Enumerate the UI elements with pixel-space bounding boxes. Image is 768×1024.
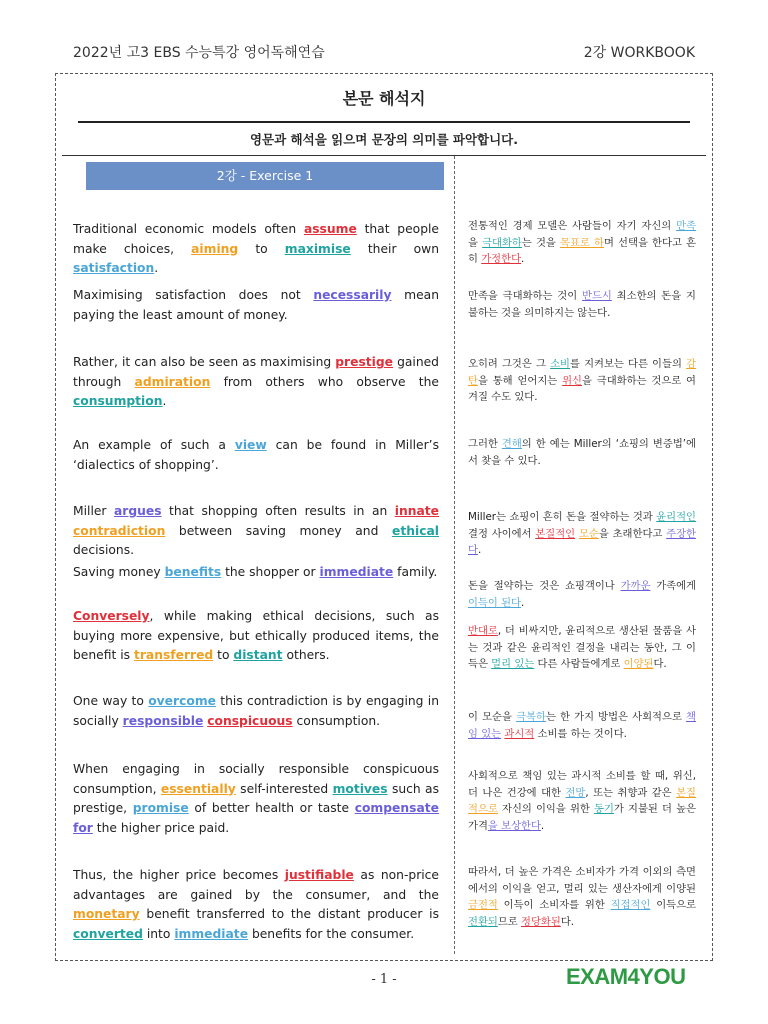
text-run: . (477, 544, 482, 556)
highlighted-word: innate (394, 504, 439, 518)
english-sentence-2 (73, 286, 439, 325)
korean-translation-4 (468, 436, 696, 469)
highlighted-word: converted (73, 926, 143, 941)
text-run: from others who observe the (210, 374, 439, 389)
text-run: When engaging in socially responsible conspicuous consumption, (73, 762, 439, 796)
text-run: 는 것을 (521, 236, 561, 249)
page-subtitle: 영문과 해석을 읽으며 문장의 의미를 파악합니다. (249, 132, 518, 147)
english-sentence-6 (73, 563, 439, 583)
column-divider (454, 156, 455, 954)
text-run: that shopping often results in an (161, 504, 395, 518)
highlighted-word: 동기 (594, 803, 614, 815)
text-run: benefit transferred to the distant producer is (139, 907, 439, 921)
korean-translation-2 (468, 288, 696, 321)
text-run: Rather, it can also be seen as maximising (73, 355, 336, 369)
text-run: family. (393, 565, 438, 579)
header-book-title: 2022년 고3 EBS 수능특강 영어독해연습 (73, 45, 325, 61)
text-run: 자신의 이익을 위한 (497, 803, 595, 815)
highlighted-word: maximise (284, 241, 351, 256)
highlighted-word: Conversely (73, 609, 150, 623)
highlighted-word: ethical (392, 523, 439, 538)
highlighted-word: 반드시 (582, 290, 612, 302)
text-run: 을 (468, 236, 483, 249)
highlighted-word: transferred (133, 648, 214, 662)
highlighted-word: 전환되 (468, 915, 498, 928)
highlighted-word: compensate for (73, 801, 439, 835)
highlighted-word: assume (303, 222, 357, 236)
highlighted-word: 견해 (501, 438, 522, 450)
text-run: 가족에게 (650, 580, 697, 592)
highlighted-word: 반대로 (468, 625, 498, 637)
highlighted-word: view (234, 438, 267, 452)
highlighted-word: 윤리적인 (656, 511, 696, 523)
highlighted-word: 전망 (565, 786, 586, 799)
english-sentence-5 (73, 502, 439, 561)
text-run: benefits for the consumer. (248, 926, 415, 941)
text-run: 를 지켜보는 다른 이들의 (569, 358, 687, 370)
text-run: 다른 사람들에게로 (534, 658, 624, 670)
highlighted-word: immediate (174, 926, 249, 941)
text-run: their own (350, 241, 439, 256)
highlighted-word: argues (113, 504, 162, 518)
text-run: Saving money (73, 565, 165, 579)
korean-translation-10 (468, 864, 696, 930)
text-run: 소비를 하는 것이다. (534, 727, 627, 740)
text-run: others. (282, 648, 330, 662)
highlighted-word: monetary (73, 907, 140, 921)
text-run: . (521, 596, 525, 609)
highlighted-word: 정당화된 (521, 915, 561, 928)
english-sentence-9 (73, 760, 439, 838)
english-sentence-1 (73, 220, 439, 279)
text-run: 오히려 그것은 그 (468, 358, 551, 370)
highlighted-word: 가까운 (620, 580, 651, 592)
highlighted-word: 감탄 (468, 358, 696, 387)
highlighted-word: justifiable (284, 868, 354, 882)
text-run: to (213, 648, 234, 662)
text-run: . (154, 261, 159, 275)
highlighted-word: 이양된 (623, 658, 654, 670)
text-run: . (540, 819, 545, 832)
text-run: 는 한 가지 방법은 사회적으로 (545, 711, 687, 723)
highlighted-word: immediate (319, 565, 394, 579)
highlighted-word: satisfaction (73, 261, 155, 275)
korean-translation-1 (468, 218, 696, 268)
english-sentence-4 (73, 436, 439, 475)
text-run: , 또는 취향과 같은 (585, 786, 677, 799)
highlighted-word: 극대화하 (482, 236, 522, 249)
text-run: 을 통해 얻어지는 (477, 374, 563, 387)
text-run: 의 한 예는 Miller의 ‘쇼핑의 변증법’에서 찾을 수 있다. (468, 438, 696, 467)
highlighted-word: 소비 (550, 358, 570, 370)
highlighted-word: motives (332, 781, 388, 796)
highlighted-word: 가정한다 (481, 253, 522, 265)
highlighted-word: promise (132, 801, 189, 815)
highlighted-word: prestige (335, 355, 394, 369)
text-run: 며 선택을 한다고 흔히 (468, 236, 696, 265)
text-run: 을 초래한다고 (598, 527, 667, 540)
page-header (73, 42, 695, 64)
header-chapter-label: 2강 WORKBOOK (583, 45, 695, 61)
title-divider (78, 121, 690, 123)
text-run: this contradiction is by engaging in socially (73, 694, 440, 728)
text-run: as non-price advantages are gained by the consumer, and the (73, 868, 440, 902)
text-run: 결정 사이에서 (468, 527, 536, 540)
text-run: . (521, 253, 525, 265)
text-run: An example of such a (73, 438, 235, 452)
highlighted-word: contradiction (73, 523, 166, 538)
highlighted-word: 을 보상한다 (487, 819, 541, 832)
highlighted-word: 과시적 (504, 727, 535, 740)
text-run: 을 극대화하는 것으로 여겨질 수도 있다. (468, 374, 696, 403)
text-run: between saving money and (165, 523, 392, 538)
text-run: 이 모순을 (468, 711, 517, 723)
korean-translation-5 (468, 509, 696, 559)
highlighted-word: benefits (164, 565, 222, 579)
subtitle-divider (62, 155, 706, 156)
korean-translation-8 (468, 709, 696, 742)
text-run: 따라서, 더 높은 가격은 소비자가 가격 이외의 측면에서의 이익을 얻고, 멀리 있는 생산자에게 이양된 (468, 866, 696, 895)
text-run: , while making ethical decisions, such as buying more expensive, but ethically produced items, the benefit is (73, 609, 439, 662)
highlighted-word: essentially (160, 781, 236, 796)
english-sentence-10 (73, 866, 439, 944)
highlighted-word: conspicuous (207, 713, 293, 728)
text-run: the higher price paid. (92, 820, 230, 835)
highlighted-word: 멀리 있는 (491, 658, 535, 670)
highlighted-word: 위신 (562, 374, 583, 387)
text-run: , 더 비싸지만, 윤리적으로 생산된 물품을 사는 것과 같은 윤리적인 결정을 내리는 동안, 그 이득은 (468, 625, 696, 670)
highlighted-word: aiming (191, 241, 239, 256)
text-run: 다. (560, 915, 575, 928)
english-sentence-3 (73, 353, 439, 412)
text-run: can be found in Miller’s ‘dialectics of shopping’. (73, 438, 439, 472)
text-run: decisions. (73, 543, 135, 557)
text-run: 사회적으로 책임 있는 과시적 소비를 할 때, 위신, 더 나은 건강에 대한 (468, 770, 696, 799)
text-run: 다. (653, 658, 667, 670)
text-run: to (238, 241, 285, 256)
exam4you-logo: EXAM4YOU (566, 964, 686, 989)
english-sentence-8 (73, 692, 439, 731)
text-run: . (162, 394, 167, 408)
text-run: 전통적인 경제 모델은 사람들이 자기 자신의 (468, 220, 677, 232)
text-run: of better health or taste (188, 801, 355, 815)
text-run: Thus, the higher price becomes (73, 868, 285, 882)
highlighted-word: 목표로 하 (560, 236, 604, 249)
highlighted-word: 본질적인 (535, 527, 576, 540)
text-run: the shopper or (221, 565, 320, 579)
highlighted-word: distant (233, 648, 283, 662)
korean-translation-3 (468, 356, 696, 406)
text-run: One way to (73, 694, 149, 708)
exercise-banner: 2강 - Exercise 1 (86, 162, 444, 190)
english-sentence-7 (73, 607, 439, 666)
highlighted-word: 금전적 (468, 899, 498, 911)
text-run: gained through (73, 355, 439, 389)
text-run: 돈을 절약하는 것은 쇼핑객이나 (468, 580, 621, 592)
text-run: Miller (73, 504, 114, 518)
highlighted-word: 직접적인 (610, 899, 651, 911)
text-run: consumption. (292, 713, 381, 728)
highlighted-word: 모순 (578, 527, 599, 540)
text-run: that people make choices, (73, 222, 439, 256)
korean-translation-9 (468, 768, 696, 834)
korean-translation-6 (468, 578, 696, 611)
highlighted-word: necessarily (313, 288, 392, 302)
text-run: 그러한 (468, 438, 502, 450)
text-run: 가 지불된 더 높은 가격 (468, 803, 696, 832)
highlighted-word: 책임 있는 (468, 711, 696, 740)
text-run: self-interested (235, 781, 333, 796)
text-run: Traditional economic models often (73, 222, 304, 236)
text-run: mean paying the least amount of money. (73, 288, 439, 322)
text-run: into (142, 926, 175, 941)
highlighted-word: admiration (134, 374, 211, 389)
highlighted-word: 주장한다 (468, 527, 696, 556)
highlighted-word: 극복하 (516, 711, 546, 723)
highlighted-word: 만족 (676, 220, 696, 232)
highlighted-word: consumption (73, 394, 163, 408)
highlighted-word: 본질적으로 (468, 786, 697, 815)
korean-translation-7 (468, 623, 696, 673)
page-title: 본문 해석지 (342, 89, 426, 108)
text-run: 이득으로 (650, 899, 697, 911)
page-number: - 1 - (371, 972, 397, 987)
text-run: such as prestige, (73, 781, 440, 815)
highlighted-word: 이득이 된다 (468, 596, 522, 609)
highlighted-word: overcome (148, 694, 216, 708)
text-run: Maximising satisfaction does not (73, 288, 314, 302)
text-run: 만족을 극대화하는 것이 (468, 290, 582, 302)
text-run: 이득이 소비자를 위한 (497, 899, 611, 911)
text-run: 므로 (497, 915, 522, 928)
highlighted-word: responsible (122, 713, 204, 728)
text-run: 최소한의 돈을 지불하는 것을 의미하지는 않는다. (468, 290, 696, 319)
text-run: Miller는 쇼핑이 흔히 돈을 절약하는 것과 (468, 511, 657, 523)
